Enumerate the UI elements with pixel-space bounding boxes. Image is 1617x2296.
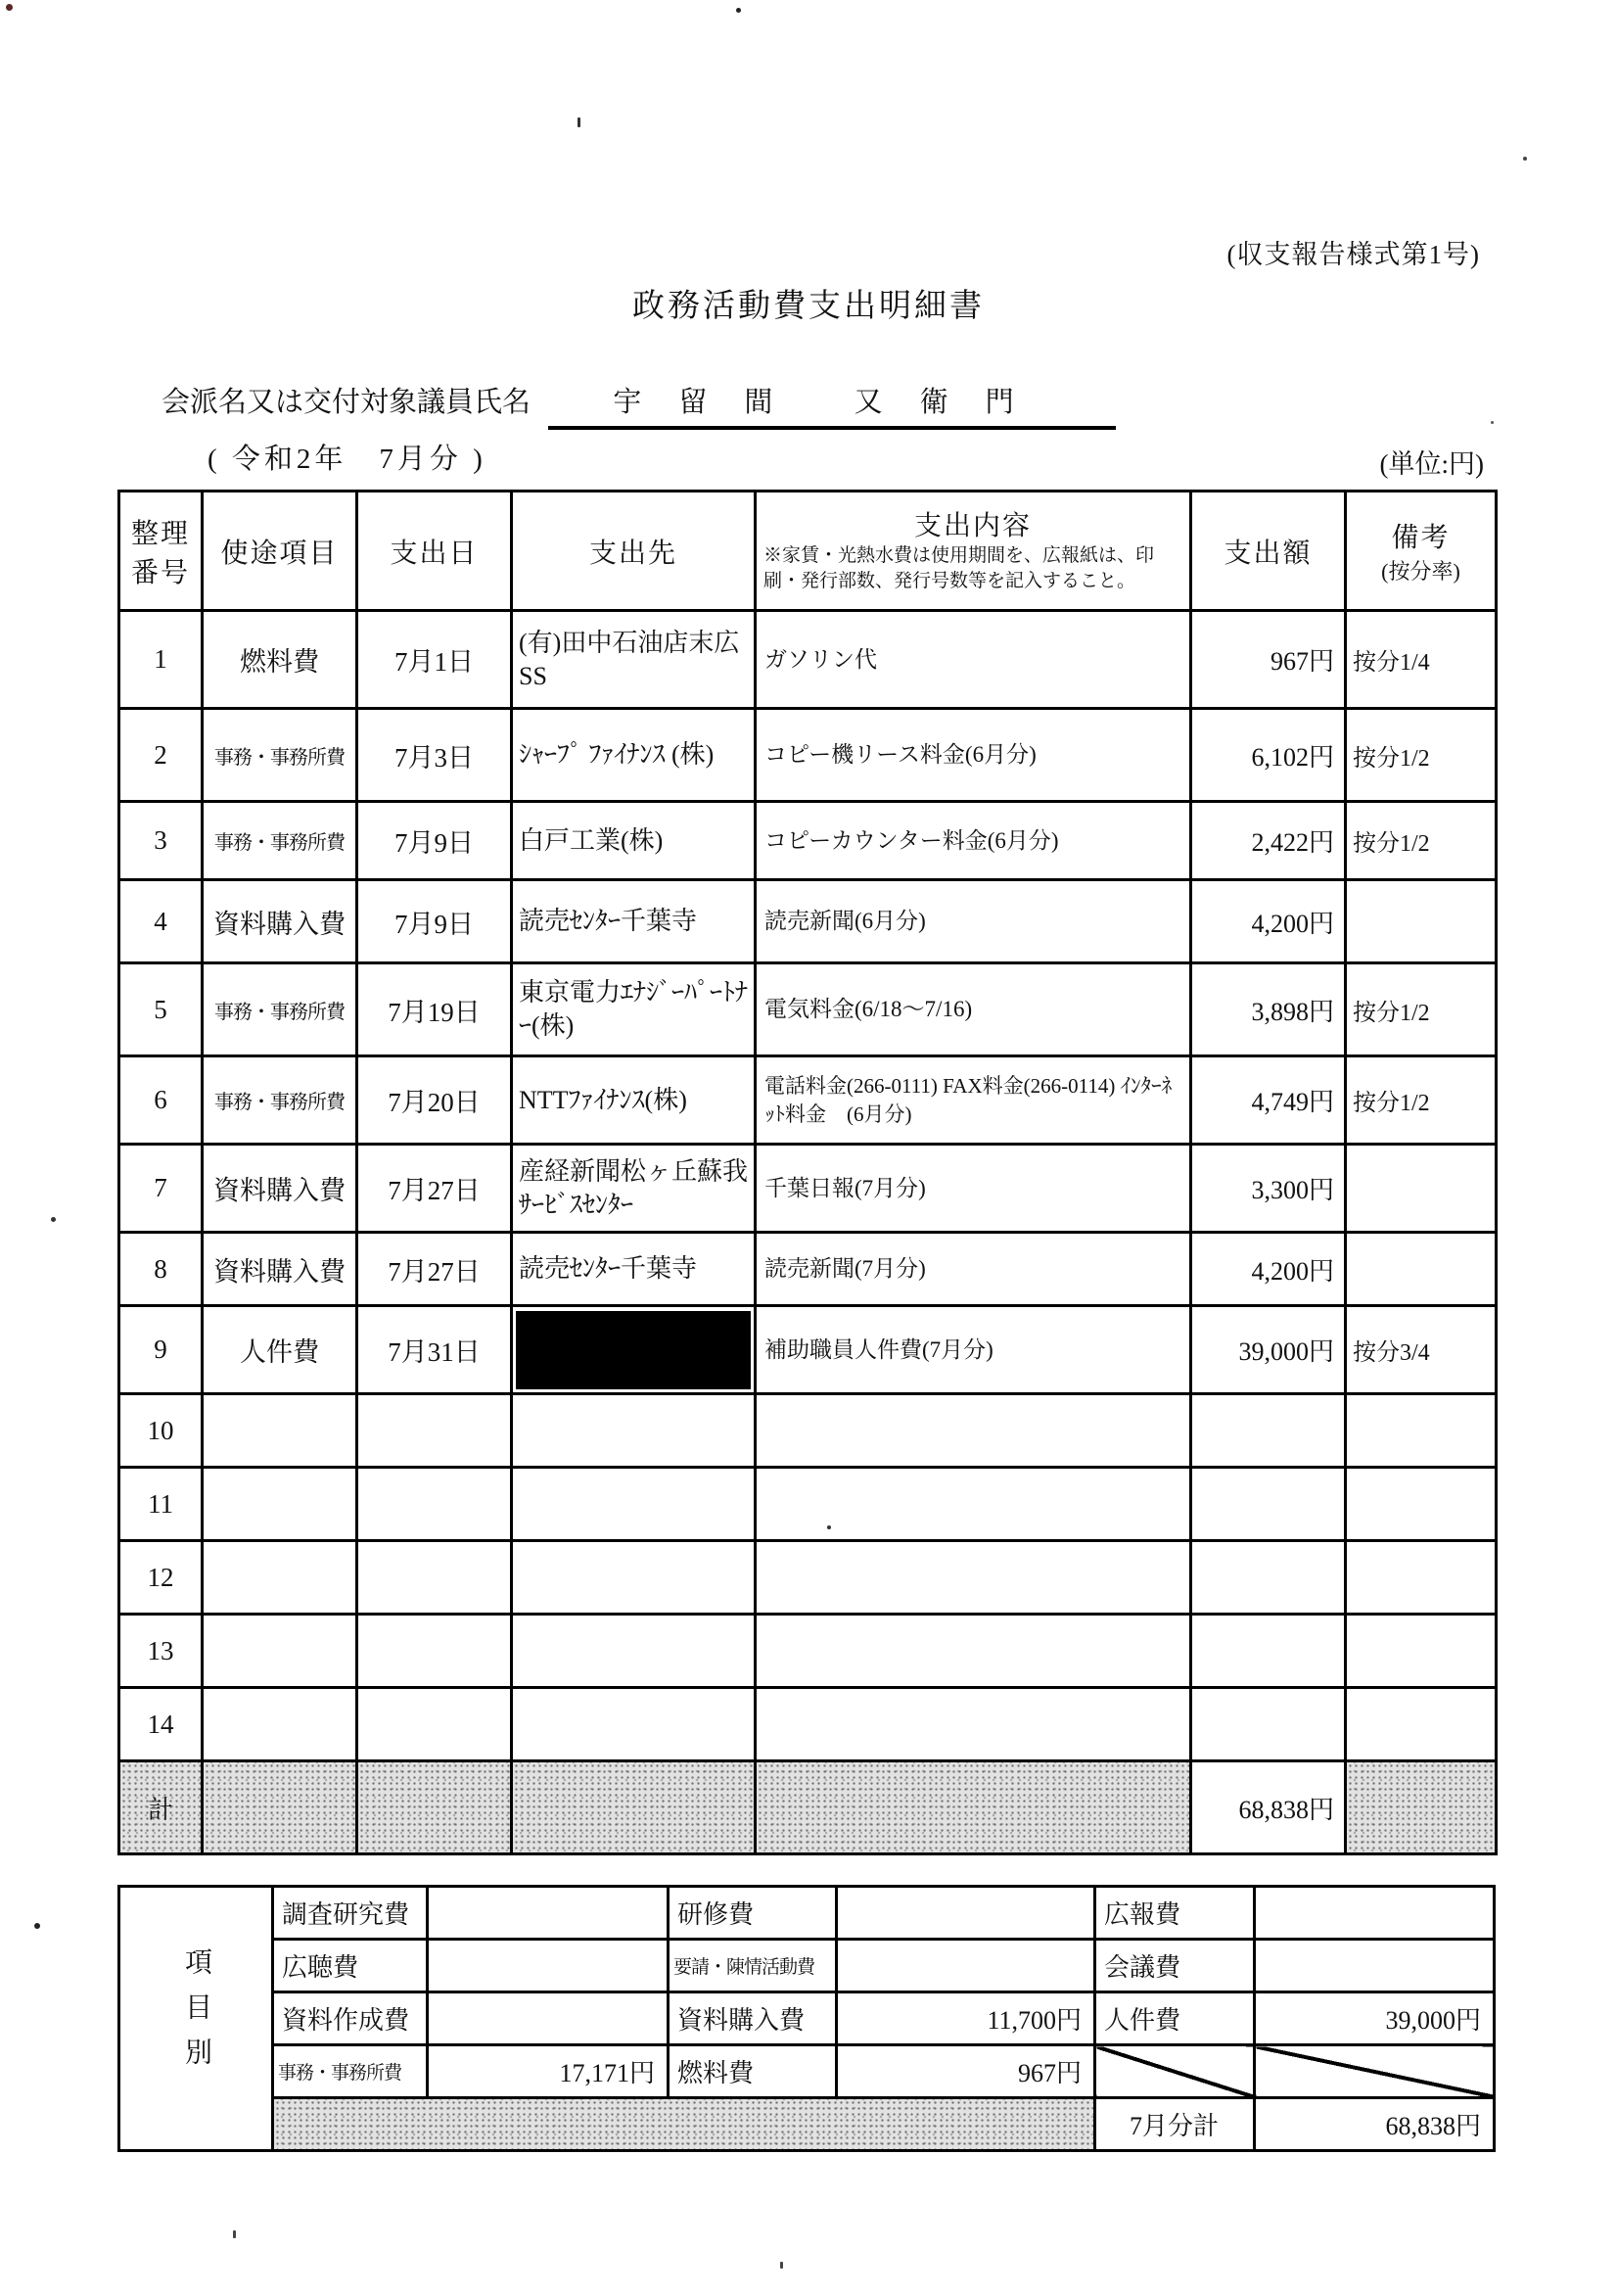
cell-row-number: 5 [119,963,203,1056]
form-number-label: (収支報告様式第1号) [1226,240,1480,269]
cell-category: 資料購入費 [203,880,357,963]
cell-category: 燃料費 [203,611,357,709]
expense-table [117,490,1498,1855]
cell-content: 補助職員人件費(7月分) [756,1306,1191,1394]
cell-amount: 3,898円 [1191,963,1346,1056]
cell-date: 7月31日 [357,1306,512,1394]
total-amount: 68,838円 [1191,1761,1346,1854]
header-category: 使途項目 [203,492,357,611]
cell-content: 千葉日報(7月分) [756,1145,1191,1233]
table-row [119,963,1497,1056]
redaction-box [512,1306,756,1394]
summary-value [837,1887,1095,1940]
cell-date: 7月9日 [357,802,512,880]
hatched-cell [357,1761,512,1854]
cell-content: 電話料金(266-0111) FAX料金(266-0114) ｲﾝﾀｰﾈｯﾄ料金 (6月分) [756,1056,1191,1145]
summary-value [428,1940,669,1992]
header-seq-number: 整理 番号 [119,492,203,611]
table-row [119,1688,1497,1761]
summary-label: 事務・事務所費 [273,2045,428,2098]
summary-value [1255,1940,1495,1992]
scan-artifact [578,117,580,127]
header-remarks: 備考 (按分率) [1346,492,1497,611]
cell-amount: 3,300円 [1191,1145,1346,1233]
hatched-cell [756,1761,1191,1854]
table-row [119,709,1497,802]
summary-label: 燃料費 [669,2045,837,2098]
cell-amount: 39,000円 [1191,1306,1346,1394]
summary-value [428,1992,669,2045]
cell-category: 資料購入費 [203,1145,357,1233]
cell-row-number: 8 [119,1233,203,1306]
total-label: 計 [119,1761,203,1854]
summary-total-row [119,2098,1495,2151]
scan-artifact [51,1217,56,1222]
cell-amount: 4,200円 [1191,1233,1346,1306]
cell-payee: 産経新聞松ヶ丘蘇我ｻｰﾋﾞｽｾﾝﾀｰ [512,1145,756,1233]
cell-payee: NTTﾌｧｲﾅﾝｽ(株) [512,1056,756,1145]
cell-remarks: 按分1/2 [1346,709,1497,802]
summary-value [1255,1887,1495,1940]
slash-cell [1255,2045,1495,2098]
cell-amount: 967円 [1191,611,1346,709]
month-total-value: 68,838円 [1255,2098,1495,2151]
table-row [119,880,1497,963]
cell-content: コピーカウンター料金(6月分) [756,802,1191,880]
summary-label: 広聴費 [273,1940,428,1992]
cell-category: 資料購入費 [203,1233,357,1306]
scan-artifact [1523,157,1527,161]
table-row [119,611,1497,709]
table-row [119,1394,1497,1468]
cell-row-number: 4 [119,880,203,963]
header-date: 支出日 [357,492,512,611]
cell-content: 読売新聞(6月分) [756,880,1191,963]
cell-date: 7月1日 [357,611,512,709]
summary-value: 17,171円 [428,2045,669,2098]
cell-date: 7月20日 [357,1056,512,1145]
cell-date: 7月27日 [357,1145,512,1233]
summary-value [428,1887,669,1940]
cell-row-number: 14 [119,1688,203,1761]
scan-artifact [6,4,13,11]
scan-artifact [780,2262,783,2269]
summary-row [119,1940,1495,1992]
cell-row-number: 12 [119,1541,203,1615]
total-row [119,1761,1497,1854]
cell-row-number: 6 [119,1056,203,1145]
cell-content: ガソリン代 [756,611,1191,709]
cell-amount: 6,102円 [1191,709,1346,802]
summary-label: 調査研究費 [273,1887,428,1940]
cell-remarks: 按分3/4 [1346,1306,1497,1394]
summary-label: 要請・陳情活動費 [669,1940,837,1992]
table-row [119,1306,1497,1394]
cell-date: 7月19日 [357,963,512,1056]
table-row [119,1615,1497,1688]
summary-label: 資料作成費 [273,1992,428,2045]
cell-date: 7月27日 [357,1233,512,1306]
summary-value: 11,700円 [837,1992,1095,2045]
summary-row [119,1887,1495,1940]
member-name-line [162,380,1116,430]
scan-artifact [34,1923,40,1929]
header-content: 支出内容 ※家賃・光熱水費は使用期間を、広報紙は、印刷・発行部数、発行号数等を記入すること。 [756,492,1191,611]
cell-date: 7月9日 [357,880,512,963]
header-payee: 支出先 [512,492,756,611]
summary-row-header: 項目別 [119,1887,273,2151]
cell-row-number: 1 [119,611,203,709]
cell-payee: 東京電力ｴﾅｼﾞｰﾊﾟｰﾄﾅｰ(株) [512,963,756,1056]
cell-amount: 4,749円 [1191,1056,1346,1145]
summary-label: 会議費 [1095,1940,1255,1992]
cell-category: 人件費 [203,1306,357,1394]
month-total-label: 7月分計 [1095,2098,1255,2151]
cell-amount: 2,422円 [1191,802,1346,880]
table-row [119,1468,1497,1541]
table-row [119,1056,1497,1145]
cell-category: 事務・事務所費 [203,1056,357,1145]
cell-remarks [1346,1145,1497,1233]
cell-payee: 読売ｾﾝﾀｰ千葉寺 [512,1233,756,1306]
header-amount: 支出額 [1191,492,1346,611]
cell-payee: (有)田中石油店末広SS [512,611,756,709]
summary-label: 広報費 [1095,1887,1255,1940]
scan-artifact [736,8,741,13]
scan-artifact [1491,421,1494,424]
summary-value: 39,000円 [1255,1992,1495,2045]
cell-remarks: 按分1/4 [1346,611,1497,709]
hatched-cell [1346,1761,1497,1854]
summary-row [119,2045,1495,2098]
hatched-cell [273,2098,1095,2151]
cell-row-number: 9 [119,1306,203,1394]
cell-date: 7月3日 [357,709,512,802]
table-row [119,1541,1497,1615]
cell-content: 電気料金(6/18〜7/16) [756,963,1191,1056]
cell-payee: ｼｬｰﾌﾟ ﾌｧｲﾅﾝｽ (株) [512,709,756,802]
slash-cell [1095,2045,1255,2098]
cell-remarks: 按分1/2 [1346,802,1497,880]
cell-amount: 4,200円 [1191,880,1346,963]
hatched-cell [512,1761,756,1854]
document-title: 政務活動費支出明細書 [632,289,985,324]
table-row [119,802,1497,880]
summary-row [119,1992,1495,2045]
cell-row-number: 11 [119,1468,203,1541]
member-name-label: 会派名又は交付対象議員氏名 [162,387,531,418]
cell-remarks [1346,1233,1497,1306]
scan-artifact [233,2230,236,2238]
cell-remarks: 按分1/2 [1346,963,1497,1056]
scan-artifact [827,1525,831,1529]
cell-payee: 白戸工業(株) [512,802,756,880]
cell-remarks [1346,880,1497,963]
cell-row-number: 3 [119,802,203,880]
category-summary-table [117,1885,1496,2152]
cell-row-number: 2 [119,709,203,802]
summary-value: 967円 [837,2045,1095,2098]
summary-label: 人件費 [1095,1992,1255,2045]
member-name-value: 宇留間 又衛門 [548,380,1116,430]
table-row [119,1233,1497,1306]
hatched-cell [203,1761,357,1854]
period-label: ( 令和2年 7月分 ) [208,444,486,475]
summary-label: 資料購入費 [669,1992,837,2045]
summary-value [837,1940,1095,1992]
table-row [119,1145,1497,1233]
cell-content: 読売新聞(7月分) [756,1233,1191,1306]
cell-category: 事務・事務所費 [203,963,357,1056]
cell-category: 事務・事務所費 [203,802,357,880]
unit-label: (単位:円) [1379,449,1484,479]
cell-payee: 読売ｾﾝﾀｰ千葉寺 [512,880,756,963]
table-header-row [119,492,1497,611]
cell-remarks: 按分1/2 [1346,1056,1497,1145]
cell-row-number: 10 [119,1394,203,1468]
summary-label: 研修費 [669,1887,837,1940]
cell-row-number: 7 [119,1145,203,1233]
cell-content: コピー機リース料金(6月分) [756,709,1191,802]
cell-category: 事務・事務所費 [203,709,357,802]
cell-row-number: 13 [119,1615,203,1688]
